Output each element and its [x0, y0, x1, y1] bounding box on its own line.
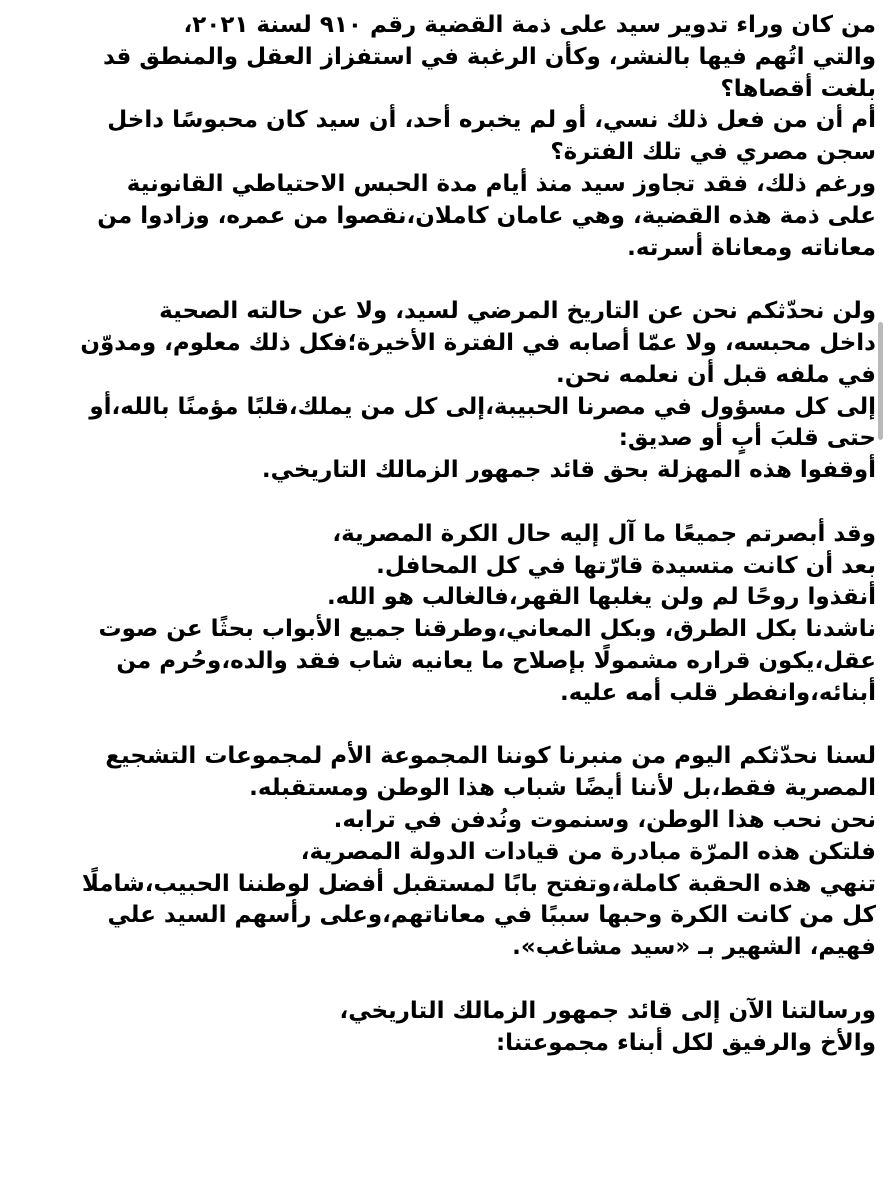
text-line: فلتكن هذه المرّة مبادرة من قيادات الدولة المصرية، — [300, 838, 876, 865]
paragraph-3 — [20, 519, 876, 710]
text-line: ناشدنا بكل الطرق، وبكل المعاني،وطرقنا جميع الأبواب بحثًا عن صوت — [98, 616, 876, 643]
paragraph-4 — [20, 741, 876, 964]
text-line: والأخ والرفيق لكل أبناء مجموعتنا: — [495, 1029, 876, 1056]
paragraph-5 — [20, 996, 876, 1060]
text-line: إلى كل مسؤول في مصرنا الحبيبة،إلى كل من يملك،قلبًا مؤمنًا بالله،أو — [89, 393, 876, 420]
text-line: وقد أبصرتم جميعًا ما آل إليه حال الكرة المصرية، — [332, 520, 876, 547]
scrollbar-thumb[interactable] — [878, 322, 883, 440]
paragraph-spacer — [20, 710, 876, 742]
text-line: ورسالتنا الآن إلى قائد جمهور الزمالك التاريخي، — [339, 997, 876, 1024]
text-line: بعد أن كانت متسيدة قارّتها في كل المحافل. — [376, 552, 876, 579]
text-line: أنقذوا روحًا لم ولن يغلبها القهر،فالغالب هو الله. — [326, 584, 876, 611]
text-line: تنهي هذه الحقبة كاملة،وتفتح بابًا لمستقبل أفضل لوطننا الحبيب،شاملًا — [81, 870, 876, 897]
text-line: عقل،يكون قراره مشمولًا بإصلاح ما يعانيه شاب فقد والده،وحُرم من — [116, 647, 876, 674]
paragraph-2 — [20, 296, 876, 487]
text-line: نحن نحب هذا الوطن، وسنموت ونُدفن في ترابه. — [333, 806, 876, 833]
text-line: المصرية فقط،بل لأننا أيضًا شباب هذا الوطن ومستقبله. — [249, 775, 876, 802]
text-line: أوقفوا هذه المهزلة بحق قائد جمهور الزمالك التاريخي. — [261, 457, 876, 484]
text-line: على ذمة هذه القضية، وهي عامان كاملان،نقصوا من عمره، وزادوا من — [97, 202, 876, 229]
text-line: والتي اتُهم فيها بالنشر، وكأن الرغبة في استفزاز العقل والمنطق قد — [102, 43, 876, 70]
text-line: فهيم، الشهير بـ «سيد مشاغب». — [512, 934, 876, 961]
text-line: لسنا نحدّثكم اليوم من منبرنا كوننا المجموعة الأم لمجموعات التشجيع — [105, 743, 876, 770]
text-line: من كان وراء تدوير سيد على ذمة القضية رقم ٩١٠ لسنة ٢٠٢١، — [183, 12, 876, 38]
text-line: كل من كانت الكرة وحبها سببًا في معاناتهم،وعلى رأسهم السيد علي — [107, 902, 876, 929]
paragraph-1 — [20, 10, 876, 264]
paragraph-spacer — [20, 487, 876, 519]
text-line: سجن مصري في تلك الفترة؟ — [550, 139, 876, 166]
text-line: حتى قلبَ أبٍ أو صديق: — [618, 425, 876, 452]
text-line: ولن نحدّثكم نحن عن التاريخ المرضي لسيد، ولا عن حالته الصحية — [159, 298, 876, 325]
text-line: داخل محبسه، ولا عمّا أصابه في الفترة الأخيرة؛فكل ذلك معلوم، ومدوّن — [80, 329, 876, 356]
paragraph-spacer — [20, 964, 876, 996]
text-line: أبنائه،وانفطر قلب أمه عليه. — [559, 679, 876, 706]
paragraph-spacer — [20, 264, 876, 296]
text-line: ورغم ذلك، فقد تجاوز سيد منذ أيام مدة الحبس الاحتياطي القانونية — [126, 170, 876, 197]
text-line: أم أن من فعل ذلك نسي، أو لم يخبره أحد، أن سيد كان محبوسًا داخل — [107, 107, 876, 134]
text-line: بلغت أقصاها؟ — [720, 75, 876, 102]
document-body — [20, 10, 876, 1059]
text-line: معاناته ومعاناة أسرته. — [627, 234, 876, 261]
text-line: في ملفه قبل أن نعلمه نحن. — [555, 361, 876, 388]
